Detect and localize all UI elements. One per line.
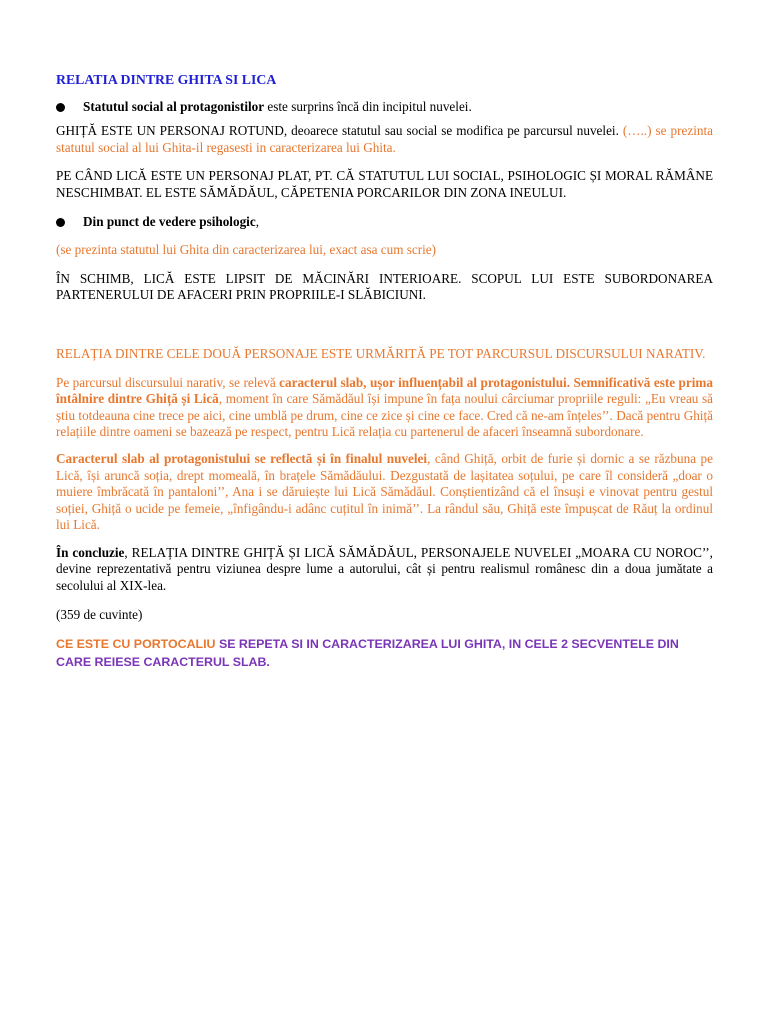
document-page: [56, 72, 713, 671]
paragraph-ghita: [56, 123, 713, 156]
bullet-statut-social: [56, 99, 713, 116]
word-count: (359 de cuvinte): [56, 606, 143, 622]
footer-note: [56, 635, 713, 671]
caracterul-rest: , când Ghiță, orbit de furie și dornic a se răzbuna pe Lică, își aruncă soția, drept momeală, în brațele Sămădăului. Dezgustată de lașitatea soțului, pe care îl consideră „doar o muiere îmbrăcată în pantaloni’’, Ana i se dăruiește lui Lică Sămădăul. Conștientizând că el însuși e vinovat pentru gestul soției, Ghiță o ucide pe femeie, „înfigându-i adânc cuțitul în inimă’’. La rândul său, Ghiță este împușcat de Răuț la ordinul lui Lică.: [56, 450, 713, 533]
paragraph-relatia: RELAȚIA DINTRE CELE DOUĂ PERSONAJE ESTE URMĂRITĂ PE TOT PARCURSUL DISCURSULUI NARATIV.: [56, 345, 706, 361]
paragraph-orange-note: (se prezinta statutul lui Ghita din caracterizarea lui, exact asa cum scrie): [56, 242, 437, 258]
footer-purple-text: SE REPETA SI IN CARACTERIZAREA LUI GHITA, IN CELE 2 SECVENTELE DIN CARE REIESE CARACTERUL SLAB.: [56, 637, 679, 670]
caracterul-bold: Caracterul slab al protagonistului se reflectă și în finalul nuvelei: [56, 450, 428, 466]
concluzie-bold: În concluzie: [56, 544, 125, 560]
paragraph-lica: PE CÂND LICĂ ESTE UN PERSONAJ PLAT, PT. CĂ STATUTUL LUI SOCIAL, PSIHOLOGIC ȘI MORAL RĂMÂNE NESCHIMBAT. EL ESTE SĂMĂDĂUL, CĂPETENIA PORCARILOR DIN ZONA INEULUI.: [56, 168, 713, 200]
bullet-text: este surprins încă din incipitul nuvelei.: [264, 98, 472, 114]
paragraph-caracterul: [56, 451, 713, 534]
bullet-bold-text: Statutul social al protagonistilor: [83, 98, 265, 114]
document-title: RELATIA DINTRE GHITA SI LICA: [56, 72, 277, 87]
parcursul-intro: Pe parcursul discursului narativ, se relevă: [56, 374, 280, 390]
bullet-icon: [56, 103, 65, 112]
bullet-bold-text: Din punct de vedere psihologic: [83, 213, 256, 229]
bullet-icon: [56, 218, 65, 227]
paragraph-concluzie: [56, 545, 713, 595]
paragraph-in-schimb: ÎN SCHIMB, LICĂ ESTE LIPSIT DE MĂCINĂRI INTERIOARE. SCOPUL LUI ESTE SUBORDONAREA PARTENERULUI DE AFACERI PRIN PROPRIILE-I SLĂBICIUNI.: [56, 270, 713, 303]
bullet-text: ,: [255, 213, 259, 229]
parcursul-bold: caracterul slab, ușor influențabil al protagonistului. Semnificativă este prima întâlnire dintre Ghiță și Lică: [56, 374, 713, 407]
parcursul-rest: , moment în care Sămădăul își impune în fața noului cârciumar propriile reguli: „Eu vreau să știu totdeauna cine trece pe aici, cine umblă pe drum, cine ce zice și cine ce face. Cred că ne-am înțeles’’. Dacă pentru Ghiță relațiile dintre oameni se bazează pe respect, pentru Lică relația cu partenerul de afaceri înseamnă subordonare.: [56, 391, 714, 440]
ghita-orange-note: (…..) se prezinta statutul social al lui Ghita-il regasesti in caracterizarea lui Ghita.: [56, 123, 713, 155]
concluzie-rest: , RELAȚIA DINTRE GHIȚĂ ȘI LICĂ SĂMĂDĂUL, PERSONAJELE NUVELEI „MOARA CU NOROC’’, devine reprezentativă pentru viziunea despre lume a autorului, cât și pentru realismul românesc din a doua jumătate a secolului al XIX-lea.: [56, 544, 713, 594]
paragraph-parcursul: [56, 375, 713, 441]
ghita-text: GHIȚĂ ESTE UN PERSONAJ ROTUND, deoarece statutul sau social se modifica pe parcursul nuvelei.: [56, 123, 623, 139]
footer-orange-text: CE ESTE CU PORTOCALIU: [56, 637, 216, 652]
bullet-psihologic: [56, 214, 713, 231]
